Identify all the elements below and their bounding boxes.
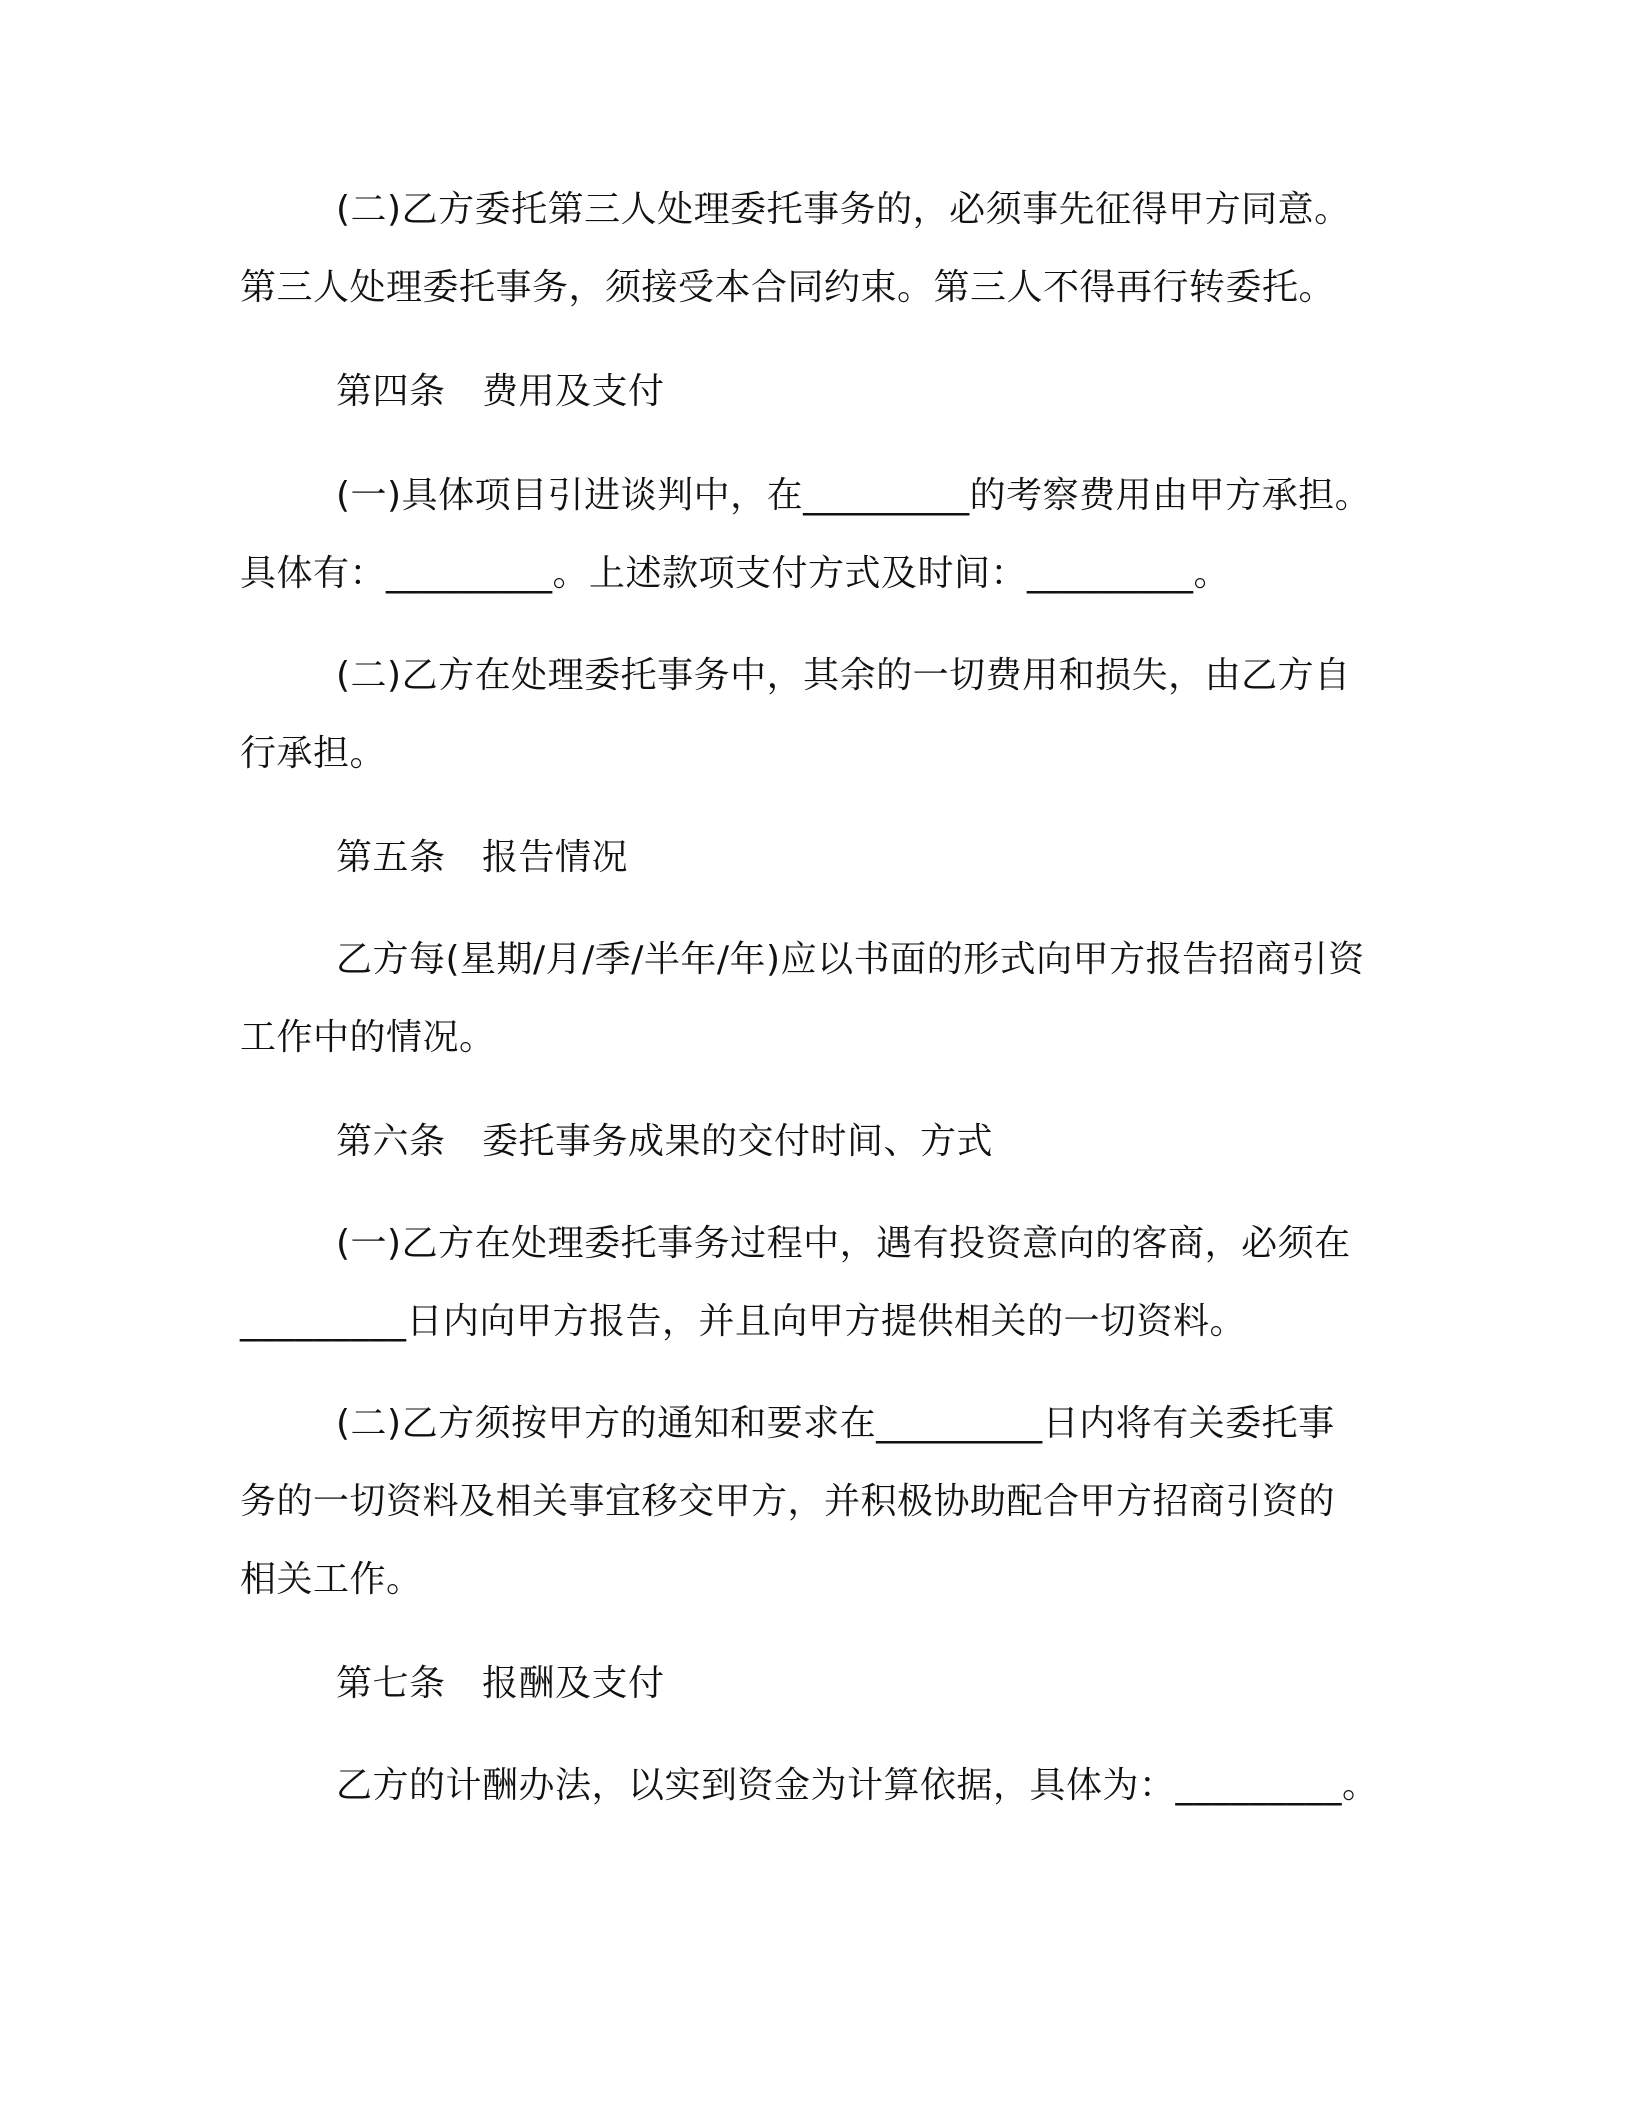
paragraph-line: (二)乙方在处理委托事务中，其余的一切费用和损失，由乙方自: [336, 655, 1351, 696]
article-heading: 第四条 费用及支付: [336, 371, 665, 412]
article-heading: 第七条 报酬及支付: [336, 1663, 665, 1704]
paragraph-line: 工作中的情况。: [240, 1017, 496, 1058]
paragraph-line: 行承担。: [240, 733, 387, 774]
paragraph-line: 第三人处理委托事务，须接受本合同约束。第三人不得再行转委托。: [240, 267, 1336, 308]
article-heading: 第五条 报告情况: [336, 837, 629, 878]
paragraph-line: 乙方每(星期/月/季/半年/年)应以书面的形式向甲方报告招商引资: [336, 939, 1365, 980]
paragraph-line: 乙方的计酬办法，以实到资金为计算依据，具体为：_________。: [336, 1765, 1379, 1806]
paragraph-line: _________日内向甲方报告，并且向甲方提供相关的一切资料。: [240, 1301, 1247, 1342]
paragraph-line: 务的一切资料及相关事宜移交甲方，并积极协助配合甲方招商引资的: [240, 1481, 1336, 1522]
paragraph-line: (一)乙方在处理委托事务过程中，遇有投资意向的客商，必须在: [336, 1223, 1351, 1264]
paragraph-line: 相关工作。: [240, 1559, 423, 1600]
paragraph-line: (二)乙方委托第三人处理委托事务的，必须事先征得甲方同意。: [336, 189, 1351, 230]
paragraph-line: 具体有：_________。上述款项支付方式及时间：_________。: [240, 553, 1231, 594]
paragraph-line: (二)乙方须按甲方的通知和要求在_________日内将有关委托事: [336, 1403, 1335, 1444]
paragraph-line: (一)具体项目引进谈判中，在_________的考察费用由甲方承担。: [336, 475, 1372, 516]
article-heading: 第六条 委托事务成果的交付时间、方式: [336, 1121, 994, 1162]
